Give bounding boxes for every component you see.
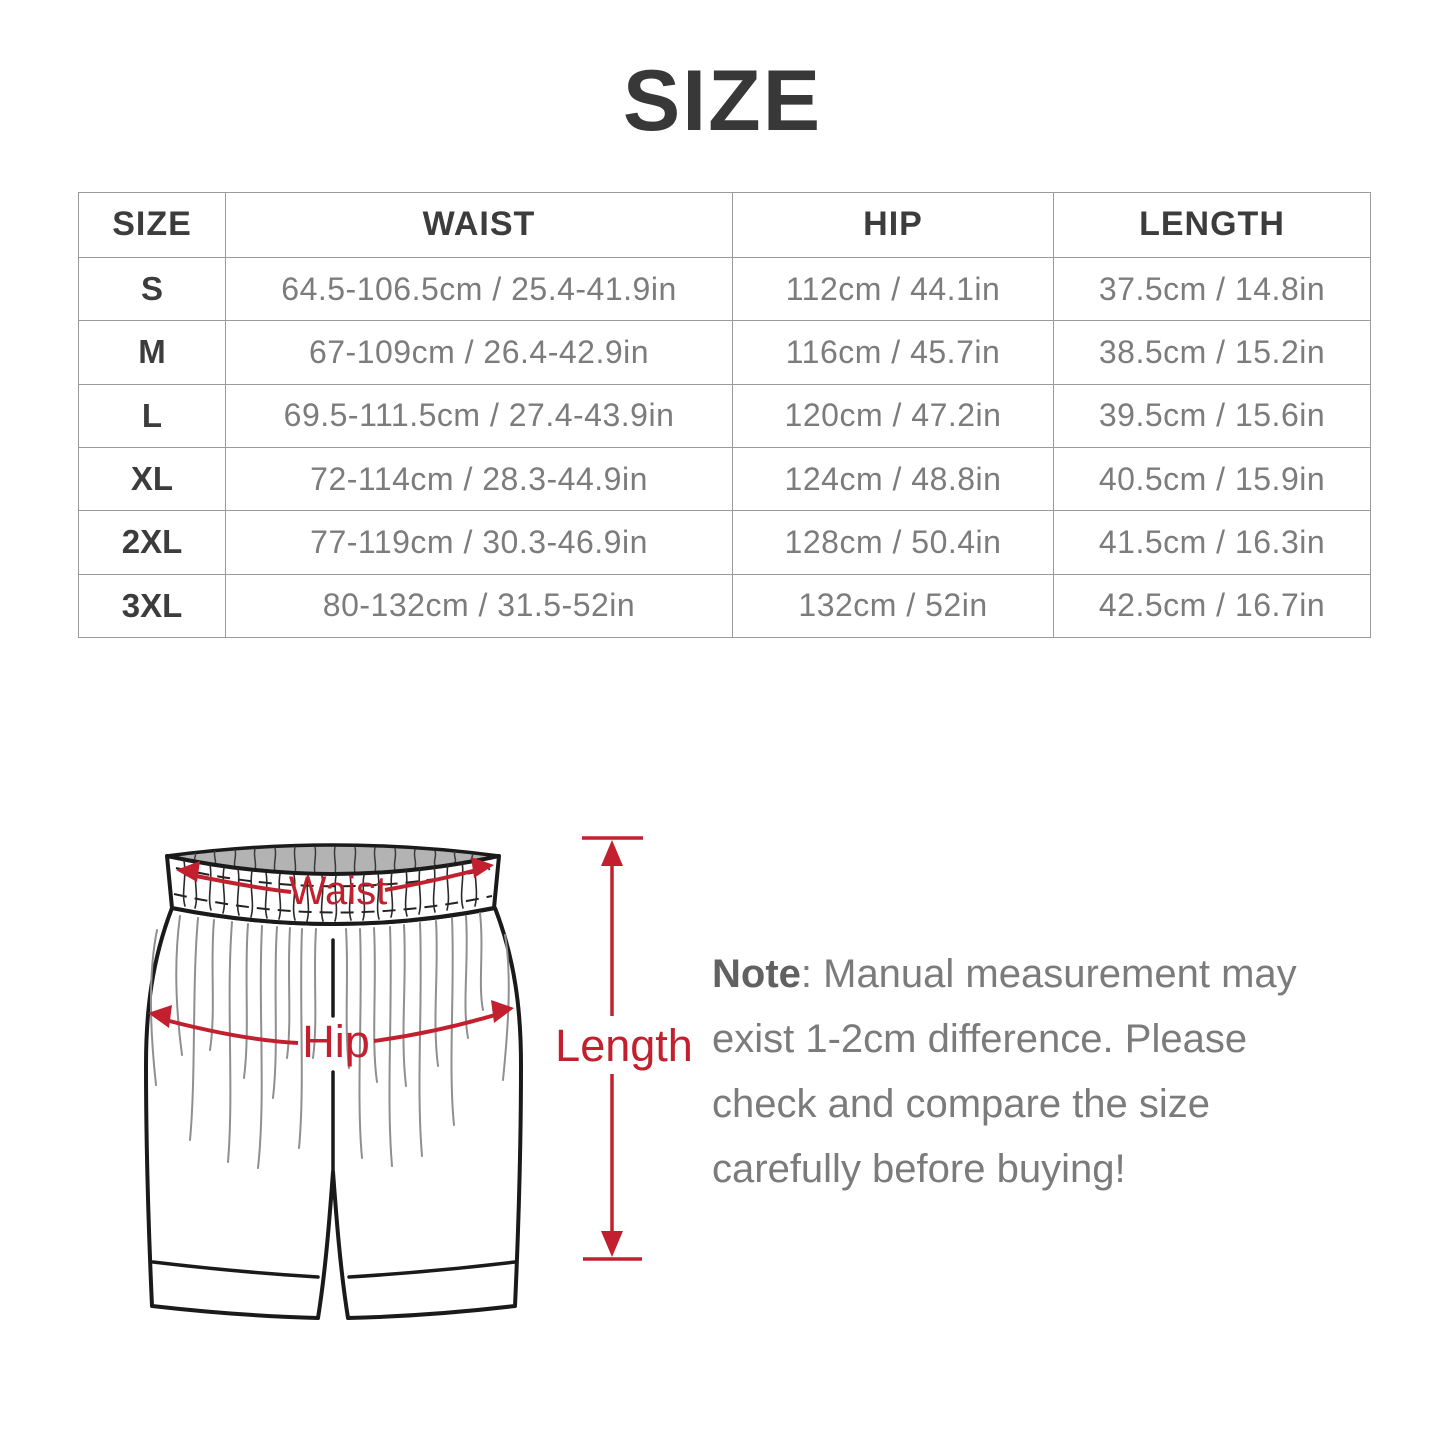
size-label: M <box>79 321 226 384</box>
size-label: L <box>79 384 226 447</box>
waist-value: 72-114cm / 28.3-44.9in <box>226 447 733 510</box>
column-header-hip: HIP <box>733 193 1054 258</box>
note-text <box>712 942 1372 1202</box>
shorts-drawing <box>146 845 521 1318</box>
hip-value: 112cm / 44.1in <box>733 257 1054 320</box>
column-header-waist: WAIST <box>226 193 733 258</box>
length-value: 41.5cm / 16.3in <box>1054 511 1371 574</box>
note-line: exist 1-2cm difference. Please <box>712 1017 1248 1061</box>
note-line <box>712 942 1372 1007</box>
column-header-length: LENGTH <box>1054 193 1371 258</box>
size-label: S <box>79 257 226 320</box>
length-value: 38.5cm / 15.2in <box>1054 321 1371 384</box>
length-value: 39.5cm / 15.6in <box>1054 384 1371 447</box>
page-title: SIZE <box>622 53 823 149</box>
length-value: 42.5cm / 16.7in <box>1054 574 1371 637</box>
size-label: XL <box>79 447 226 510</box>
note-line: carefully before buying! <box>712 1147 1126 1191</box>
waist-value: 80-132cm / 31.5-52in <box>226 574 733 637</box>
note-label: Note <box>712 952 801 996</box>
waist-value: 64.5-106.5cm / 25.4-41.9in <box>226 257 733 320</box>
waist-value: 69.5-111.5cm / 27.4-43.9in <box>226 384 733 447</box>
length-label: Length <box>555 1020 693 1071</box>
hip-value: 124cm / 48.8in <box>733 447 1054 510</box>
note-line: check and compare the size <box>712 1082 1211 1126</box>
column-header-size: SIZE <box>79 193 226 258</box>
waist-value: 77-119cm / 30.3-46.9in <box>226 511 733 574</box>
hip-value: 128cm / 50.4in <box>733 511 1054 574</box>
length-value: 37.5cm / 14.8in <box>1054 257 1371 320</box>
note-line-text: : Manual measurement may <box>800 952 1297 996</box>
hip-value: 116cm / 45.7in <box>733 321 1054 384</box>
hip-value: 132cm / 52in <box>733 574 1054 637</box>
hip-value: 120cm / 47.2in <box>733 384 1054 447</box>
length-value: 40.5cm / 15.9in <box>1054 447 1371 510</box>
size-label: 3XL <box>79 574 226 637</box>
waist-value: 67-109cm / 26.4-42.9in <box>226 321 733 384</box>
size-label: 2XL <box>79 511 226 574</box>
waist-label: Waist <box>288 869 388 913</box>
hip-label: Hip <box>302 1016 370 1067</box>
